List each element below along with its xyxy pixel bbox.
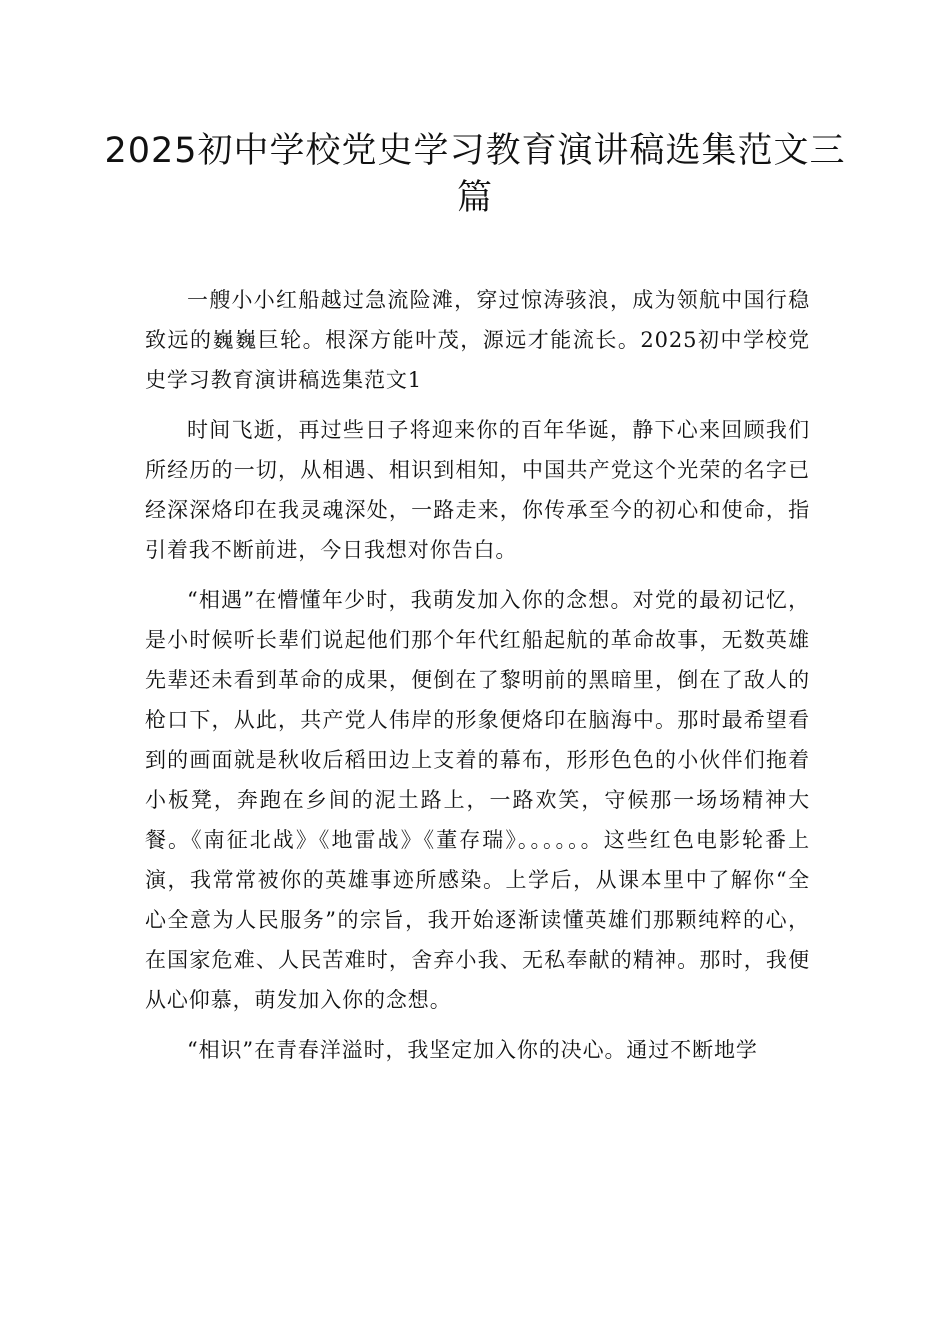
paragraph-acquaintance: “相识”在青春洋溢时，我坚定加入你的决心。通过不断地学 [187,1038,758,1062]
paragraph-time-flies: 时间飞逝，再过些日子将迎来你的百年华诞，静下心来回顾我们所经历的一切，从相遇、相识到相知，中国共产党这个光荣的名字已经深深烙印在我灵魂深处，一路走来，你传承至今的初心和使命，指引着我不断前进，今日我想对你告白。 [145,418,810,562]
document-body [145,280,810,1080]
paragraph-encounter: “相遇”在懵懂年少时，我萌发加入你的念想。对党的最初记忆，是小时候听长辈们说起他们那个年代红船起航的革命故事，无数英雄先辈还未看到革命的成果，便倒在了黎明前的黑暗里，倒在了敌人的枪口下，从此，共产党人伟岸的形象便烙印在脑海中。那时最希望看到的画面就是秋收后稻田边上支着的幕布，形形色色的小伙伴们拖着小板凳，奔跑在乡间的泥土路上，一路欢笑，守候那一场场精神大餐。《南征北战》《地雷战》《董存瑞》。。。。。。这些红色电影轮番上演，我常常被你的英雄事迹所感染。上学后，从课本里中了解你“全心全意为人民服务”的宗旨，我开始逐渐读懂英雄们那颗纯粹的心，在国家危难、人民苦难时，舍弃小我、无私奉献的精神。那时，我便从心仰慕，萌发加入你的念想。 [145,588,810,1012]
document-title: 2025初中学校党史学习教育演讲稿选集范文三篇 [104,131,846,218]
paragraph-intro: 一艘小小红船越过急流险滩，穿过惊涛骇浪，成为领航中国行稳致远的巍巍巨轮。根深方能叶茂，源远才能流长。2025初中学校党史学习教育演讲稿选集范文1 [145,288,810,392]
